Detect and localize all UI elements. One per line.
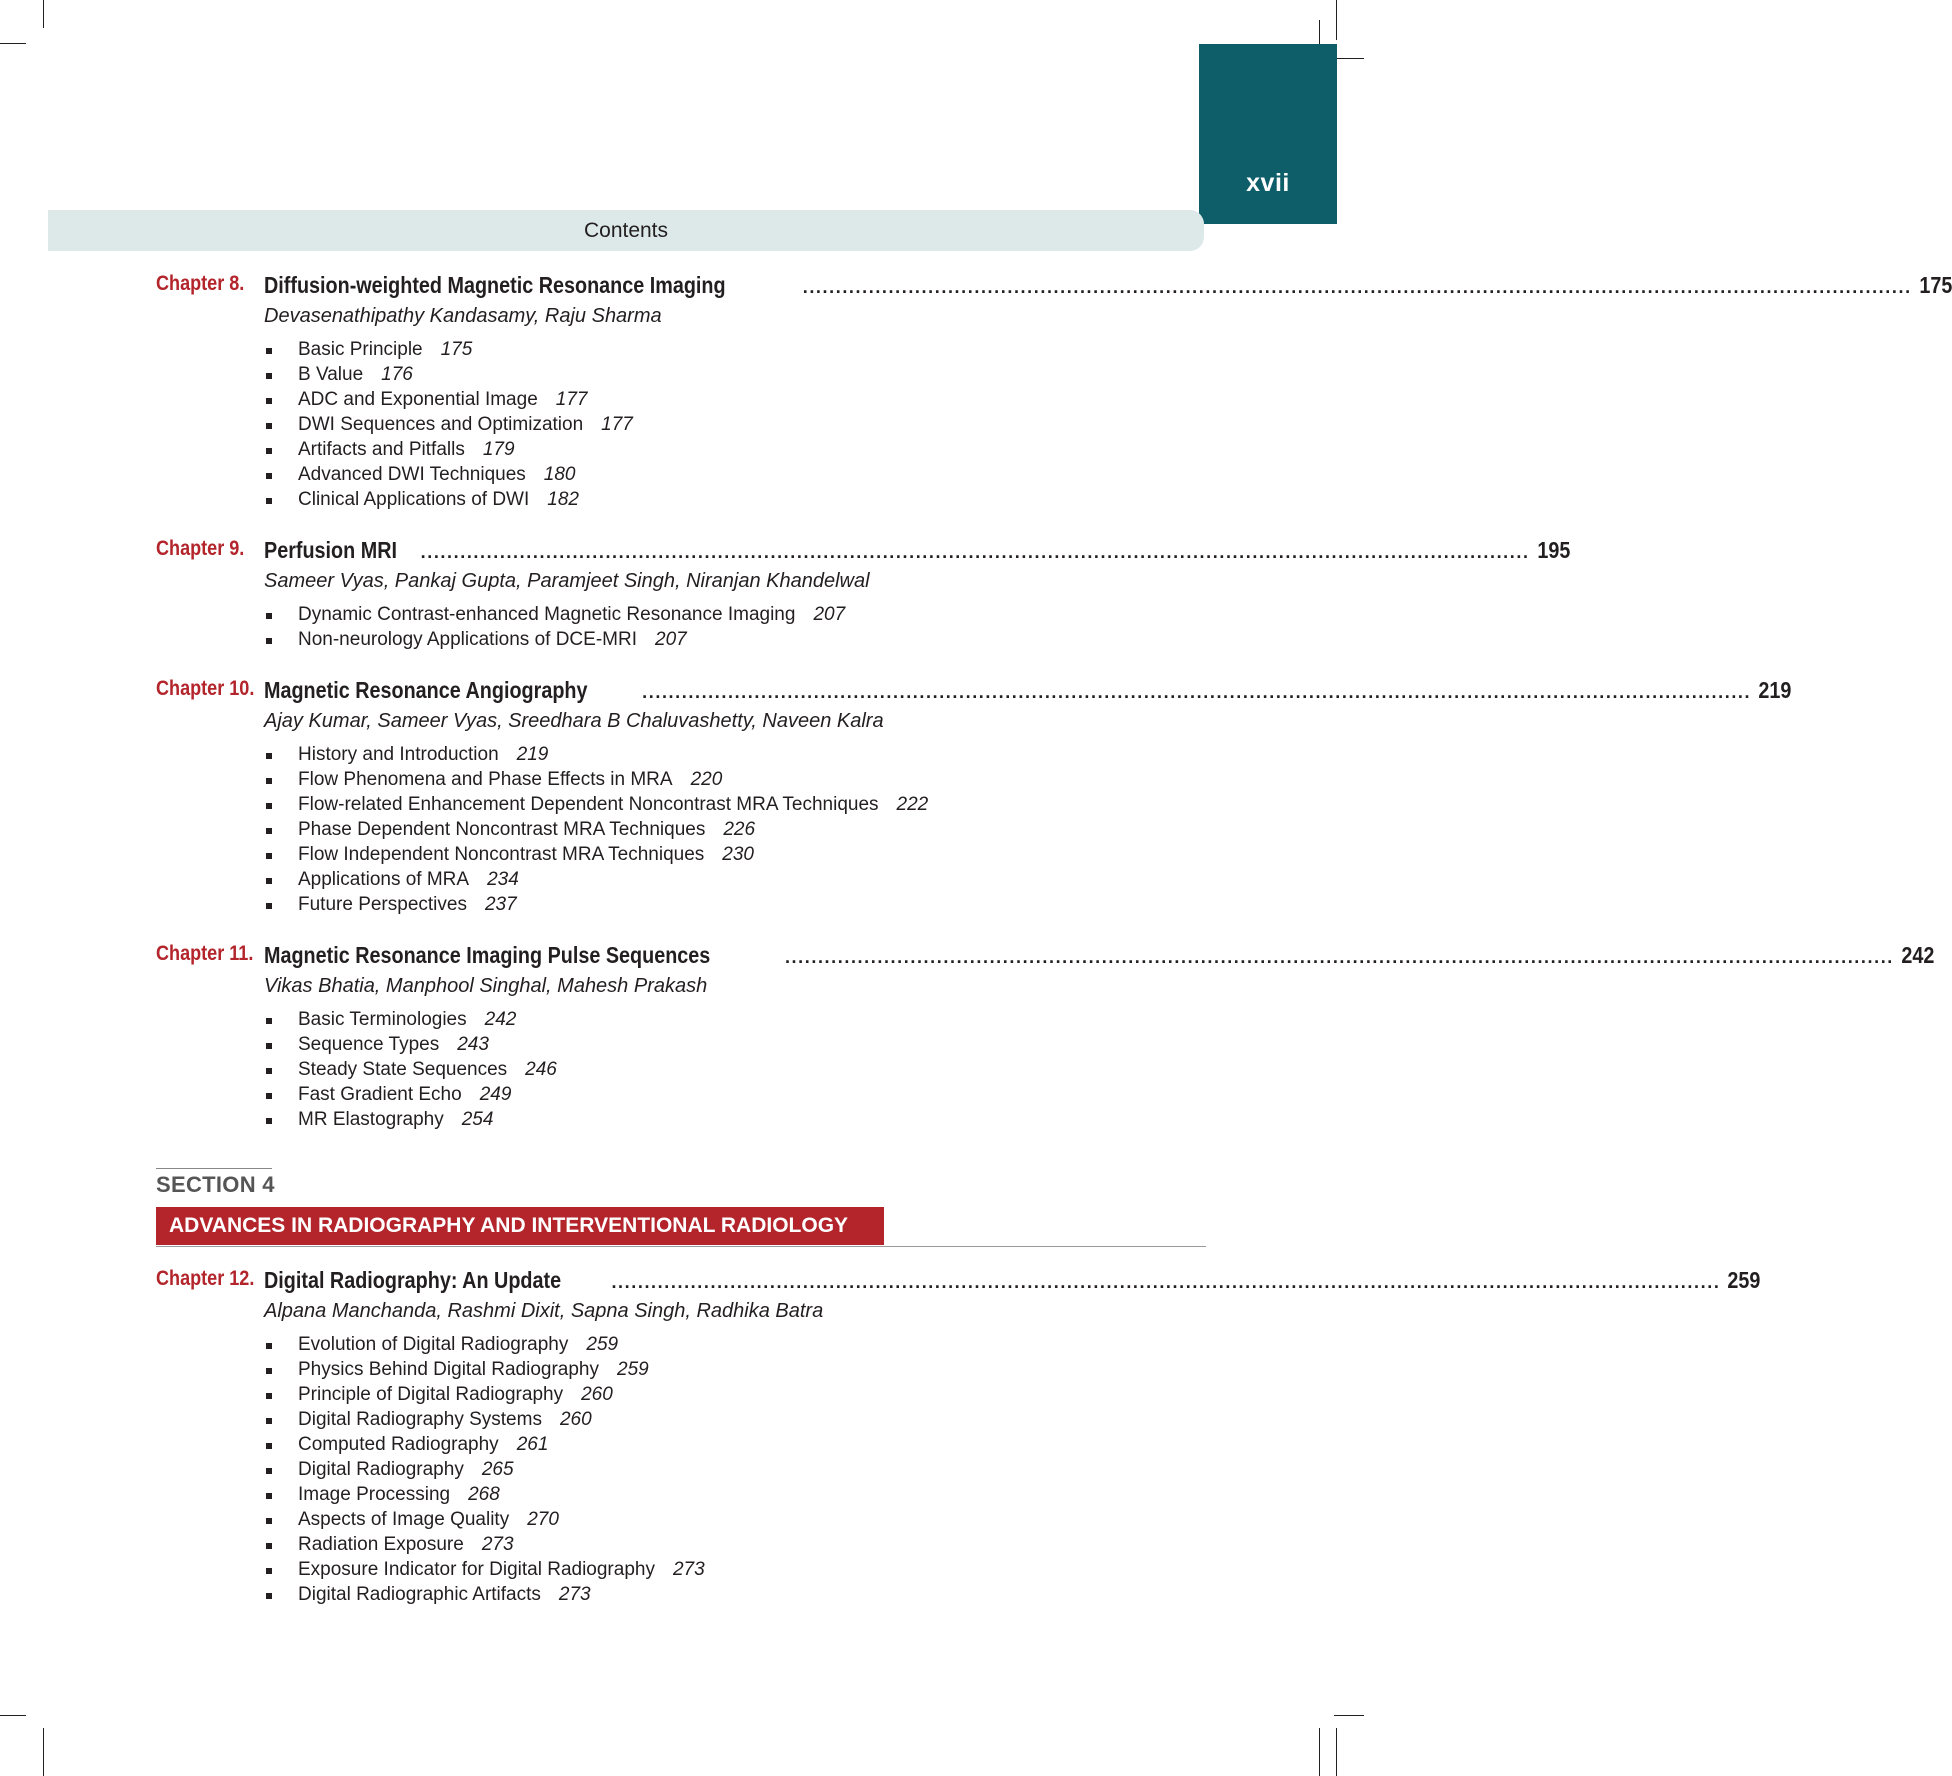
bullet-icon <box>266 473 272 479</box>
topic-title: MR Elastography <box>298 1109 444 1130</box>
bullet-icon <box>266 903 272 909</box>
topic-page: 249 <box>479 1084 512 1105</box>
topic-page: 270 <box>527 1509 559 1530</box>
bullet-icon <box>266 828 272 834</box>
topic-page: 207 <box>655 629 687 650</box>
topic-title: B Value <box>298 364 364 385</box>
topic-page: 273 <box>558 1584 591 1605</box>
topic-page: 246 <box>525 1059 557 1080</box>
bullet-icon <box>266 1593 272 1599</box>
topic-title: Applications of MRA <box>298 869 470 890</box>
topic-item[interactable] <box>266 1559 705 1584</box>
running-header <box>48 210 1204 251</box>
topic-page: 176 <box>381 364 413 385</box>
section-divider <box>156 1168 272 1169</box>
section-divider <box>156 1246 1206 1247</box>
bullet-icon <box>266 753 272 759</box>
topic-item[interactable] <box>266 869 928 894</box>
leader-dots: ........................................................................................................................................................................ <box>802 277 1912 297</box>
chapter-title: Magnetic Resonance Angiography <box>264 677 588 703</box>
topic-page: 226 <box>723 819 756 840</box>
topic-page: 268 <box>468 1484 500 1505</box>
topic-title: Physics Behind Digital Radiography <box>298 1359 599 1380</box>
topic-title: Future Perspectives <box>298 894 467 915</box>
topic-item[interactable] <box>266 439 633 464</box>
chapter-authors: Sameer Vyas, Pankaj Gupta, Paramjeet Singh, Niranjan Khandelwal <box>264 570 870 592</box>
topic-title: Computed Radiography <box>298 1434 499 1455</box>
topic-list <box>266 1334 705 1609</box>
chapter-title: Digital Radiography: An Update <box>264 1267 562 1293</box>
topic-page: 273 <box>481 1534 514 1555</box>
chapter-label: Chapter 8. <box>156 272 245 295</box>
bullet-icon <box>266 1568 272 1574</box>
bullet-icon <box>266 1393 272 1399</box>
topic-item[interactable] <box>266 744 928 769</box>
topic-page: 243 <box>457 1034 489 1055</box>
chapter-authors: Devasenathipathy Kandasamy, Raju Sharma <box>264 305 662 327</box>
chapter-label: Chapter 11. <box>156 942 254 965</box>
page-number: xvii <box>1246 169 1290 197</box>
bullet-icon <box>266 853 272 859</box>
chapter-page: 219 <box>1758 677 1792 703</box>
bullet-icon <box>266 638 272 644</box>
topic-item[interactable] <box>266 1509 705 1534</box>
chapter-page: 259 <box>1727 1267 1761 1293</box>
chapter-title: Perfusion MRI <box>264 537 397 563</box>
topic-item[interactable] <box>266 1534 705 1559</box>
topic-item[interactable] <box>266 604 845 629</box>
topic-title: Steady State Sequences <box>298 1059 508 1080</box>
topic-title: Digital Radiographic Artifacts <box>298 1584 541 1605</box>
topic-page: 177 <box>555 389 588 410</box>
topic-list <box>266 744 928 919</box>
leader-dots: ........................................................................................................................................................................ <box>784 947 1894 967</box>
topic-page: 259 <box>586 1334 619 1355</box>
topic-page: 260 <box>581 1384 613 1405</box>
topic-item[interactable] <box>266 364 633 389</box>
chapter-title: Magnetic Resonance Imaging Pulse Sequences <box>264 942 711 968</box>
bullet-icon <box>266 1368 272 1374</box>
chapter-label: Chapter 9. <box>156 537 245 560</box>
topic-title: Clinical Applications of DWI <box>298 489 530 510</box>
topic-title: ADC and Exponential Image <box>298 389 538 410</box>
topic-title: Flow-related Enhancement Dependent Noncontrast MRA Techniques <box>298 794 879 815</box>
chapter-page: 175 <box>1919 272 1952 298</box>
topic-item[interactable] <box>266 769 928 794</box>
topic-title: Digital Radiography Systems <box>298 1409 542 1430</box>
topic-title: Fast Gradient Echo <box>298 1084 462 1105</box>
topic-page: 261 <box>516 1434 549 1455</box>
topic-item[interactable] <box>266 1459 705 1484</box>
topic-item[interactable] <box>266 1109 557 1134</box>
bullet-icon <box>266 1118 272 1124</box>
topic-item[interactable] <box>266 1434 705 1459</box>
chapter-authors: Ajay Kumar, Sameer Vyas, Sreedhara B Chaluvashetty, Naveen Kalra <box>264 710 884 732</box>
topic-item[interactable] <box>266 339 633 364</box>
chapter-page: 195 <box>1536 537 1570 563</box>
chapter-heading[interactable] <box>156 537 1570 567</box>
chapter-authors: Vikas Bhatia, Manphool Singhal, Mahesh Prakash <box>264 975 708 997</box>
topic-title: Aspects of Image Quality <box>298 1509 510 1530</box>
topic-title: Image Processing <box>298 1484 451 1505</box>
topic-title: Non-neurology Applications of DCE-MRI <box>298 629 637 650</box>
topic-title: Flow Phenomena and Phase Effects in MRA <box>298 769 673 790</box>
bullet-icon <box>266 1443 272 1449</box>
chapter-authors: Alpana Manchanda, Rashmi Dixit, Sapna Singh, Radhika Batra <box>264 1300 824 1322</box>
topic-item[interactable] <box>266 1359 705 1384</box>
topic-title: Digital Radiography <box>298 1459 464 1480</box>
topic-title: Flow Independent Noncontrast MRA Techniques <box>298 844 705 865</box>
leader-dots: ........................................................................................................................................................................ <box>420 542 1530 562</box>
bullet-icon <box>266 448 272 454</box>
topic-page: 242 <box>484 1009 517 1030</box>
bullet-icon <box>266 398 272 404</box>
topic-list <box>266 604 845 654</box>
topic-page: 234 <box>487 869 519 890</box>
leader-dots: ........................................................................................................................................................................ <box>611 1272 1721 1292</box>
topic-title: Phase Dependent Noncontrast MRA Techniques <box>298 819 706 840</box>
topic-page: 220 <box>690 769 723 790</box>
topic-list <box>266 339 633 514</box>
page-number-tab <box>1199 44 1337 224</box>
topic-item[interactable] <box>266 1384 705 1409</box>
topic-item[interactable] <box>266 1059 557 1084</box>
topic-item[interactable] <box>266 464 633 489</box>
topic-page: 230 <box>722 844 754 865</box>
bullet-icon <box>266 803 272 809</box>
topic-item[interactable] <box>266 629 845 654</box>
running-title: Contents <box>583 219 669 242</box>
topic-title: Basic Terminologies <box>298 1009 467 1030</box>
topic-title: Principle of Digital Radiography <box>298 1384 564 1405</box>
bullet-icon <box>266 423 272 429</box>
topic-title: Sequence Types <box>298 1034 440 1055</box>
topic-page: 182 <box>547 489 579 510</box>
section-title: ADVANCES IN RADIOGRAPHY AND INTERVENTIONAL RADIOLOGY <box>169 1214 849 1237</box>
bullet-icon <box>266 613 272 619</box>
topic-page: 207 <box>813 604 846 625</box>
bullet-icon <box>266 1518 272 1524</box>
bullet-icon <box>266 778 272 784</box>
bullet-icon <box>266 1468 272 1474</box>
topic-page: 237 <box>484 894 517 915</box>
topic-item[interactable] <box>266 1484 705 1509</box>
topic-item[interactable] <box>266 1584 705 1609</box>
bullet-icon <box>266 348 272 354</box>
leader-dots: ........................................................................................................................................................................ <box>642 682 1752 702</box>
topic-title: Dynamic Contrast-enhanced Magnetic Resonance Imaging <box>298 604 796 625</box>
bullet-icon <box>266 1018 272 1024</box>
topic-page: 254 <box>461 1109 494 1130</box>
topic-item[interactable] <box>266 1409 705 1434</box>
bullet-icon <box>266 878 272 884</box>
bullet-icon <box>266 498 272 504</box>
bullet-icon <box>266 1068 272 1074</box>
topic-title: Exposure Indicator for Digital Radiography <box>298 1559 655 1580</box>
topic-item[interactable] <box>266 844 928 869</box>
topic-page: 180 <box>543 464 576 485</box>
topic-item[interactable] <box>266 794 928 819</box>
topic-item[interactable] <box>266 1334 705 1359</box>
topic-item[interactable] <box>266 414 633 439</box>
topic-page: 273 <box>672 1559 705 1580</box>
topic-item[interactable] <box>266 894 928 919</box>
bullet-icon <box>266 1418 272 1424</box>
topic-title: Basic Principle <box>298 339 423 360</box>
topic-title: Artifacts and Pitfalls <box>298 439 465 460</box>
bullet-icon <box>266 1543 272 1549</box>
topic-item[interactable] <box>266 489 633 514</box>
section-label: SECTION 4 <box>156 1172 275 1197</box>
topic-item[interactable] <box>266 1034 557 1059</box>
topic-item[interactable] <box>266 819 928 844</box>
chapter-heading[interactable] <box>156 677 1792 707</box>
chapter-heading[interactable] <box>156 942 1935 972</box>
bullet-icon <box>266 1343 272 1349</box>
bullet-icon <box>266 1093 272 1099</box>
topic-page: 265 <box>481 1459 514 1480</box>
topic-page: 219 <box>516 744 549 765</box>
topic-title: History and Introduction <box>298 744 499 765</box>
chapter-page: 242 <box>1901 942 1935 968</box>
topic-item[interactable] <box>266 1009 557 1034</box>
chapter-heading[interactable] <box>156 1267 1761 1297</box>
bullet-icon <box>266 1493 272 1499</box>
topic-page: 259 <box>617 1359 649 1380</box>
topic-title: Advanced DWI Techniques <box>298 464 526 485</box>
topic-page: 177 <box>601 414 633 435</box>
chapter-title: Diffusion-weighted Magnetic Resonance Imaging <box>264 272 726 298</box>
topic-list <box>266 1009 557 1134</box>
bullet-icon <box>266 373 272 379</box>
topic-title: Radiation Exposure <box>298 1534 464 1555</box>
topic-title: Evolution of Digital Radiography <box>298 1334 569 1355</box>
bullet-icon <box>266 1043 272 1049</box>
topic-page: 179 <box>482 439 515 460</box>
chapter-label: Chapter 10. <box>156 677 255 700</box>
topic-page: 222 <box>896 794 929 815</box>
topic-page: 260 <box>559 1409 592 1430</box>
topic-item[interactable] <box>266 389 633 414</box>
chapter-heading[interactable] <box>156 272 1952 302</box>
topic-item[interactable] <box>266 1084 557 1109</box>
topic-page: 175 <box>440 339 473 360</box>
section-banner <box>156 1207 884 1245</box>
chapter-label: Chapter 12. <box>156 1267 255 1290</box>
topic-title: DWI Sequences and Optimization <box>298 414 584 435</box>
